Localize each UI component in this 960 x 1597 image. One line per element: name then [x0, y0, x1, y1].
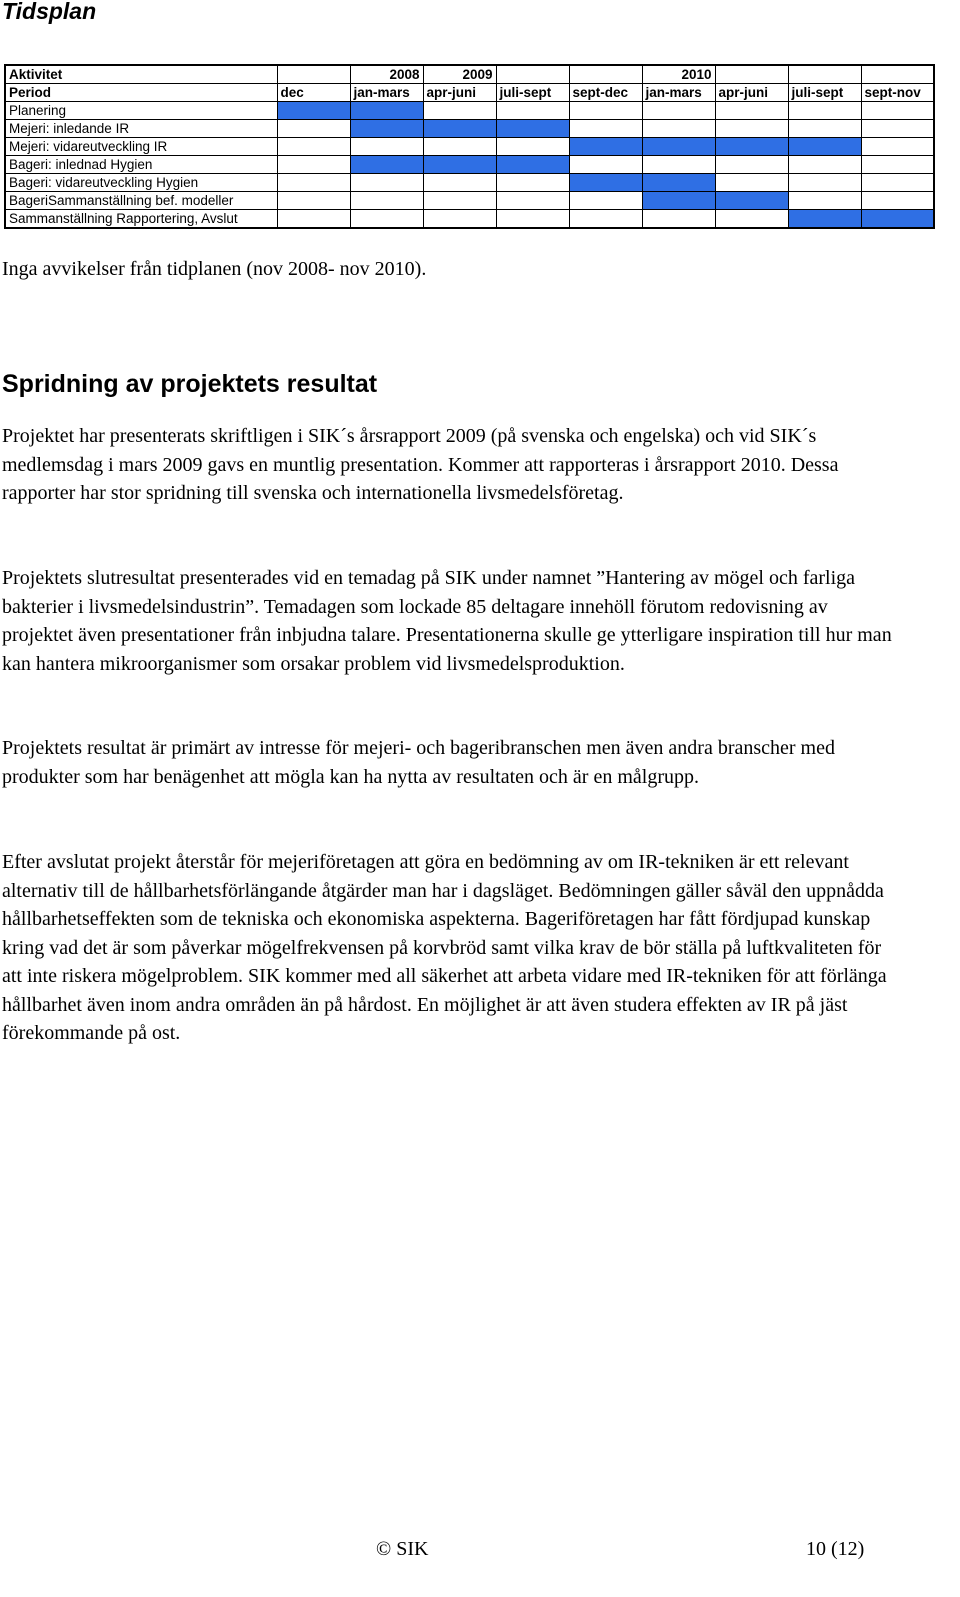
- schedule-empty-cell: [788, 192, 861, 210]
- header-period: juli-sept: [496, 84, 569, 102]
- header-period: juli-sept: [788, 84, 861, 102]
- schedule-bar-cell: [642, 174, 715, 192]
- header-year: 2009: [423, 65, 496, 84]
- header-period: sept-nov: [861, 84, 934, 102]
- schedule-empty-cell: [569, 192, 642, 210]
- activity-name: Sammanställning Rapportering, Avslut: [5, 210, 277, 229]
- schedule-bar-cell: [861, 210, 934, 229]
- schedule-empty-cell: [861, 120, 934, 138]
- header-period: jan-mars: [642, 84, 715, 102]
- schedule-bar-cell: [496, 156, 569, 174]
- header-year: [496, 65, 569, 84]
- schedule-bar-cell: [496, 120, 569, 138]
- schedule-empty-cell: [277, 210, 350, 229]
- paragraph: Projektets slutresultat presenterades vid en temadag på SIK under namnet ”Hantering av mögel och farliga bakterier i livsmedelsindustrin”. Temadagen som lockade 85 deltagare innehöll förutom redovisning av projektet även presentationer från inbjudna talare. Presentationerna skulle ge ytterligare inspiration till hur man kan hantera mikroorganismer som orsakar problem vid livsmedelsproduktion.: [2, 567, 892, 675]
- schedule-empty-cell: [423, 192, 496, 210]
- schedule-bar-cell: [423, 120, 496, 138]
- schedule-empty-cell: [350, 210, 423, 229]
- table-row: [5, 174, 934, 192]
- schedule-empty-cell: [569, 156, 642, 174]
- paragraph: Projektets resultat är primärt av intresse för mejeri- och bageribranschen men även andra branscher med produkter som har benägenhet att mögla kan ha nytta av resultaten och är en målgrupp.: [2, 737, 835, 788]
- schedule-empty-cell: [496, 192, 569, 210]
- schedule-empty-cell: [788, 156, 861, 174]
- header-activity-label: Aktivitet: [5, 65, 277, 84]
- schedule-bar-cell: [350, 102, 423, 120]
- header-row-periods: [5, 84, 934, 102]
- footer-page-number: 10 (12): [806, 1538, 865, 1560]
- header-year: [569, 65, 642, 84]
- schedule-empty-cell: [715, 156, 788, 174]
- schedule-empty-cell: [350, 174, 423, 192]
- schedule-bar-cell: [642, 192, 715, 210]
- table-row: [5, 102, 934, 120]
- schedule-bar-cell: [350, 156, 423, 174]
- schedule-empty-cell: [423, 138, 496, 156]
- header-period-label: Period: [5, 84, 277, 102]
- schedule-bar-cell: [788, 210, 861, 229]
- schedule-empty-cell: [350, 192, 423, 210]
- schedule-empty-cell: [715, 102, 788, 120]
- schedule-empty-cell: [642, 156, 715, 174]
- activity-name: Mejeri: inledande IR: [5, 120, 277, 138]
- activity-name: Bageri: inlednad Hygien: [5, 156, 277, 174]
- schedule-empty-cell: [715, 120, 788, 138]
- schedule-table: [4, 64, 935, 229]
- schedule-bar-cell: [642, 138, 715, 156]
- table-row: [5, 120, 934, 138]
- paragraph: Projektet har presenterats skriftligen i SIK´s årsrapport 2009 (på svenska och engelska) och vid SIK´s medlemsdag i mars 2009 gavs en muntlig presentation. Kommer att rapporteras i årsrapport 2010. Dessa rapporter har stor spridning till svenska och internationella livsmedelsföretag.: [2, 425, 839, 504]
- header-year: [861, 65, 934, 84]
- schedule-empty-cell: [277, 192, 350, 210]
- activity-name: BageriSammanställning bef. modeller: [5, 192, 277, 210]
- schedule-empty-cell: [788, 174, 861, 192]
- activity-name: Bageri: vidareutveckling Hygien: [5, 174, 277, 192]
- deviation-note: Inga avvikelser från tidplanen (nov 2008- nov 2010).: [2, 258, 427, 280]
- header-year: [788, 65, 861, 84]
- schedule-bar-cell: [715, 138, 788, 156]
- schedule-empty-cell: [861, 174, 934, 192]
- header-year: 2010: [642, 65, 715, 84]
- schedule-empty-cell: [788, 102, 861, 120]
- schedule-empty-cell: [861, 192, 934, 210]
- header-period: apr-juni: [715, 84, 788, 102]
- schedule-empty-cell: [423, 102, 496, 120]
- schedule-empty-cell: [861, 138, 934, 156]
- schedule-empty-cell: [496, 174, 569, 192]
- schedule-empty-cell: [423, 174, 496, 192]
- schedule-empty-cell: [569, 210, 642, 229]
- paragraph: Efter avslutat projekt återstår för mejeriföretagen att göra en bedömning av om IR-tekniken är ett relevant alternativ till de hållbarhetsförlängande åtgärder man har i dagsläget. Bedömningen gäller såväl den uppnådda hållbarhetseffekten som de tekniska och ekonomiska aspekterna. Bageriföretagen har fått fördjupad kunskap kring vad det är som påverkar mögelfrekvensen på korvbröd samt vilka krav de bör ställa på luftkvaliteten för att inte riskera mögelproblem. SIK kommer med all säkerhet att arbeta vidare med IR-tekniken för att förlänga hållbarhet även inom andra områden än på hårdost. En möjlighet är att även studera effekten av IR på jäst förekommande på ost.: [2, 851, 887, 1044]
- schedule-empty-cell: [715, 174, 788, 192]
- schedule-empty-cell: [788, 120, 861, 138]
- header-period: apr-juni: [423, 84, 496, 102]
- activity-name: Planering: [5, 102, 277, 120]
- schedule-empty-cell: [642, 120, 715, 138]
- schedule-empty-cell: [496, 102, 569, 120]
- page-title: Tidsplan: [2, 0, 97, 24]
- schedule-bar-cell: [350, 120, 423, 138]
- schedule-empty-cell: [569, 102, 642, 120]
- table-row: [5, 156, 934, 174]
- header-period: sept-dec: [569, 84, 642, 102]
- schedule-bar-cell: [788, 138, 861, 156]
- schedule-bar-cell: [715, 192, 788, 210]
- schedule-empty-cell: [861, 156, 934, 174]
- schedule-bar-cell: [277, 102, 350, 120]
- section-heading: Spridning av projektets resultat: [2, 370, 378, 398]
- schedule-empty-cell: [496, 138, 569, 156]
- header-year: [715, 65, 788, 84]
- header-period: jan-mars: [350, 84, 423, 102]
- footer-copyright: © SIK: [376, 1538, 429, 1560]
- schedule-empty-cell: [350, 138, 423, 156]
- schedule-empty-cell: [496, 210, 569, 229]
- schedule-empty-cell: [569, 120, 642, 138]
- schedule-bar-cell: [569, 174, 642, 192]
- schedule-empty-cell: [277, 120, 350, 138]
- schedule-empty-cell: [277, 174, 350, 192]
- schedule-bar-cell: [569, 138, 642, 156]
- schedule-bar-cell: [423, 156, 496, 174]
- header-year: [277, 65, 350, 84]
- header-period: dec: [277, 84, 350, 102]
- schedule-empty-cell: [861, 102, 934, 120]
- schedule-empty-cell: [277, 156, 350, 174]
- schedule-empty-cell: [642, 102, 715, 120]
- schedule-empty-cell: [423, 210, 496, 229]
- activity-name: Mejeri: vidareutveckling IR: [5, 138, 277, 156]
- table-row: [5, 210, 934, 229]
- table-row: [5, 192, 934, 210]
- schedule-empty-cell: [715, 210, 788, 229]
- schedule-empty-cell: [642, 210, 715, 229]
- table-row: [5, 138, 934, 156]
- schedule-empty-cell: [277, 138, 350, 156]
- header-row-years: [5, 65, 934, 84]
- header-year: 2008: [350, 65, 423, 84]
